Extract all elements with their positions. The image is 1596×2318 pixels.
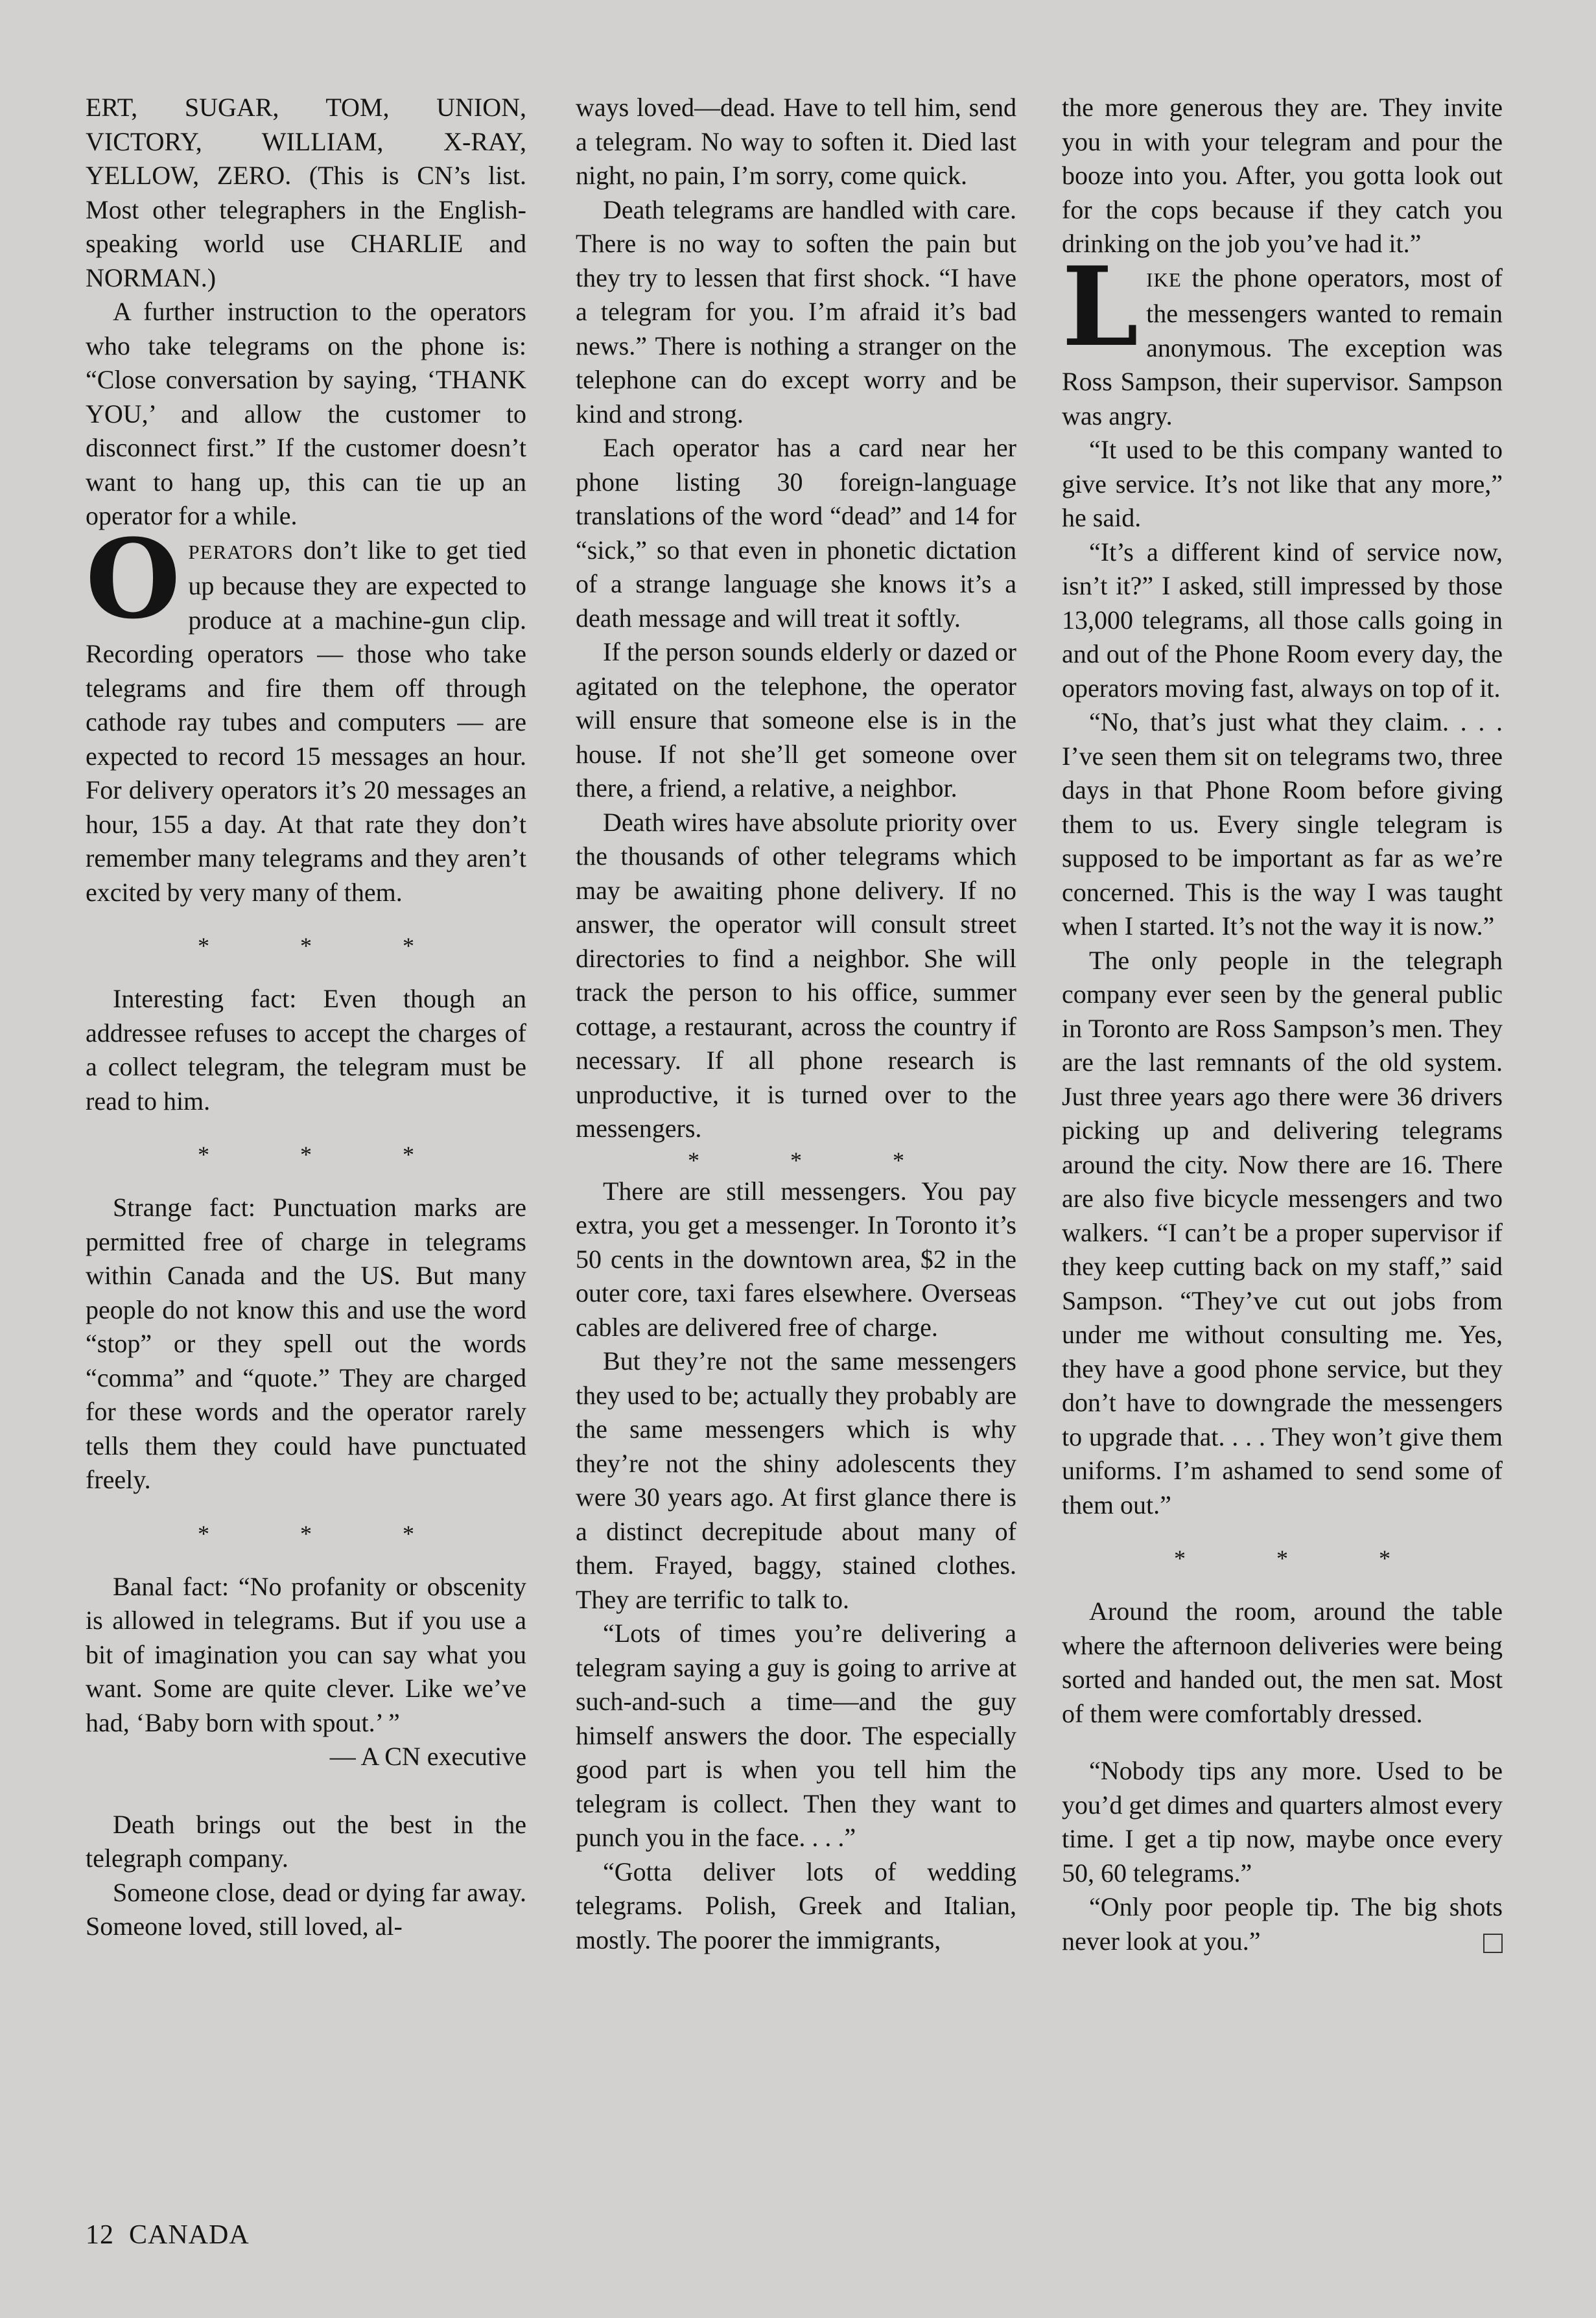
paragraph [86, 982, 526, 1118]
end-mark-icon [1483, 1934, 1503, 1953]
paragraph-text: Strange fact: Punctuation marks are permitted free of charge in telegrams within Canada and the US. But many people do not know this and use the word “stop” or they spell out the words “comma” and “quote.” They are charged for these words and the operator rarely tells them they could have punctuated freely. [86, 1193, 526, 1494]
asterisk: * [1276, 1545, 1288, 1571]
asterisk: * [300, 1141, 312, 1167]
asterisk: * [893, 1147, 904, 1173]
asterisk: * [1174, 1545, 1186, 1571]
paragraph-text: “It’s a different kind of service now, isn’t it?” I asked, still impressed by those 13,000 telegrams, all those calls going in and out of the Phone Room every day, the operators moving fast, always on top of it. [1062, 537, 1503, 703]
column-3 [1062, 91, 1503, 1958]
paragraph [86, 1876, 526, 1944]
section-break [1062, 1541, 1503, 1575]
paragraph [576, 1855, 1016, 1958]
paragraph [1062, 91, 1503, 261]
paragraph [1062, 705, 1503, 944]
section-break [86, 1138, 526, 1171]
column-2 [576, 91, 1016, 1957]
paragraph [1062, 944, 1503, 1523]
paragraph-dropcap [1062, 242, 1503, 434]
asterisk: * [403, 1520, 414, 1547]
paragraph-text: Banal fact: “No profanity or obscenity is allowed in telegrams. But if you use a bit of imagination you can say what you want. Some are quite clever. Like we’ve had, ‘Baby born with spout.’ ” [86, 1571, 526, 1737]
asterisk: * [403, 933, 414, 959]
asterisk: * [198, 933, 209, 959]
paragraph [576, 635, 1016, 806]
paragraph [576, 193, 1016, 432]
asterisk: * [300, 1520, 312, 1547]
paragraph-text: A further instruction to the operators who take telegrams on the phone is: “Close conversation by saying, ‘THANK YOU,’ and allow the customer to disconnect first.” If the customer doesn’t want to hang up, this can tie up an operator for a while. [86, 297, 526, 530]
paragraph-text: Death telegrams are handled with care. There is no way to soften the pain but they try to lessen that first shock. “I have a telegram for you. I’m afraid it’s bad news.” There is nothing a stranger on the telephone can do except worry and be kind and strong. [576, 194, 1016, 428]
paragraph [576, 1344, 1016, 1617]
paragraph-text: Someone close, dead or dying far away. Someone loved, still loved, al- [86, 1877, 526, 1941]
paragraph [576, 1175, 1016, 1345]
paragraph-text: “Gotta deliver lots of wedding telegrams. Polish, Greek and Italian, mostly. The poorer the immigrants, [576, 1856, 1016, 1954]
paragraph-dropcap [86, 514, 526, 910]
paragraph [576, 806, 1016, 1146]
paragraph [86, 91, 526, 295]
paragraph-text: “It used to be this company wanted to give service. It’s not like that any more,” he said. [1062, 435, 1503, 532]
asterisk: * [688, 1147, 699, 1173]
paragraph [1062, 1595, 1503, 1731]
paragraph-text: ERT, SUGAR, TOM, UNION, VICTORY, WILLIAM, X-RAY, YELLOW, ZERO. (This is CN’s list. Most other telegraphers in the English-speaking world use CHARLIE and NORMAN.) [86, 93, 526, 292]
paragraph [576, 1617, 1016, 1855]
paragraph-text: “Only poor people tip. The big shots never look at you.” [1062, 1892, 1503, 1956]
paragraph-text: Death wires have absolute priority over the thousands of other telegrams which may be awaiting phone delivery. If no answer, the operator will consult street directories to find a neighbor. She will track the person to his office, summer cottage, a restaurant, across the country if necessary. If all phone research is unproductive, it is turned over to the messengers. [576, 807, 1016, 1143]
asterisk: * [300, 933, 312, 959]
page-footer [86, 2219, 250, 2251]
paragraph [1062, 433, 1503, 535]
magazine-name: CANADA [129, 2220, 250, 2250]
column-1 [86, 91, 526, 1944]
paragraph [1062, 535, 1503, 706]
paragraph [86, 1570, 526, 1740]
paragraph-text: Around the room, around the table where the afternoon deliveries were being sorted and handed out, the men sat. Most of them were comfortably dressed. [1062, 1597, 1503, 1728]
page-number: 12 [86, 2220, 114, 2250]
paragraph-text: the more generous they are. They invite you in with your telegram and pour the booze into you. After, you gotta look out for the cops because if they catch you drinking on the job you’ve had it.” [1062, 93, 1503, 258]
paragraph [1062, 1754, 1503, 1890]
paragraph [576, 91, 1016, 193]
paragraph-text: The only people in the telegraph company ever seen by the general public in Toronto are Ross Sampson’s men. They are the last remnants of the old system. Just three years ago there were 36 drivers picking up and delivering telegrams around the city. Now there are 16. There are also five bicycle messengers and two walkers. “I can’t be a proper supervisor if they keep cutting back on my staff,” said Sampson. “They’ve cut out jobs from under me without consulting me. Yes, they have a good phone service, but they don’t have to downgrade the messengers to upgrade that. . . . They won’t give them uniforms. I’m ashamed to send some of them out.” [1062, 945, 1503, 1519]
paragraph [86, 1808, 526, 1876]
paragraph-text: There are still messengers. You pay extra, you get a messenger. In Toronto it’s 50 cents in the downtown area, $2 in the outer core, taxi fares elsewhere. Overseas cables are delivered free of charge. [576, 1176, 1016, 1342]
paragraph-text: “Nobody tips any more. Used to be you’d get dimes and quarters almost every time. I get a tip now, maybe once every 50, 60 telegrams.” [1062, 1756, 1503, 1888]
drop-cap: O [86, 514, 181, 643]
paragraph-text: Interesting fact: Even though an addressee refuses to accept the charges of a collect telegram, the telegram must be read to him. [86, 984, 526, 1116]
paragraph-text: “Lots of times you’re delivering a telegram saying a guy is going to arrive at such-and-such a time—and the guy himself answers the door. The especially good part is when you tell him the telegram is collect. Then they want to punch you in the face. . . .” [576, 1619, 1016, 1852]
paragraph-text: the phone operators, most of the messengers wanted to remain anonymous. The exception was Ross Sampson, their supervisor. Sampson was angry. [1062, 263, 1503, 430]
paragraph-text: If the person sounds elderly or dazed or agitated on the telephone, the operator will ensure that someone else is in the house. If not she’ll get someone over there, a friend, a relative, a neighbor. [576, 637, 1016, 802]
paragraph-text: ways loved—dead. Have to tell him, send a telegram. No way to soften it. Died last night, no pain, I’m sorry, come quick. [576, 93, 1016, 190]
small-caps-lead: PERATORS [188, 540, 294, 563]
paragraph-text: Each operator has a card near her phone listing 30 foreign-language translations of the word “dead” and 14 for “sick,” so that even in phonetic dictation of a strange language she knows it’s a death message and will treat it softly. [576, 433, 1016, 633]
asterisk: * [790, 1147, 802, 1173]
paragraph-text: But they’re not the same messengers they used to be; actually they probably are the same messengers which is why they’re not the shiny adolescents they were 30 years ago. At first glance there is a distinct decrepitude about many of them. Frayed, baggy, stained clothes. They are terrific to talk to. [576, 1346, 1016, 1614]
asterisk: * [198, 1141, 209, 1167]
attribution: — A CN executive [329, 1742, 526, 1771]
asterisk: * [403, 1141, 414, 1167]
section-break [86, 929, 526, 963]
asterisk: * [198, 1520, 209, 1547]
paragraph [576, 431, 1016, 635]
paragraph [86, 1191, 526, 1497]
asterisk: * [1379, 1545, 1391, 1571]
paragraph-text: don’t like to get tied up because they are expected to produce at a machine-gun clip. Recording operators — those who take telegrams and fire them off through cathode ray tubes and computers — are expected to record 15 messages an hour. For delivery operators it’s 20 messages an hour, 155 a day. At that rate they don’t remember many telegrams and they aren’t excited by very many of them. [86, 535, 526, 907]
paragraph [86, 295, 526, 533]
paragraph-text: Death brings out the best in the telegraph company. [86, 1809, 526, 1873]
small-caps-lead: IKE [1146, 268, 1182, 291]
paragraph-text: “No, that’s just what they claim. . . . I’ve seen them sit on telegrams two, three days in that Phone Room before giving them to us. Every single telegram is supposed to be important as far as we’re concerned. This is the way I was taught when I started. It’s not the way it is now.” [1062, 707, 1503, 941]
paragraph [1062, 1890, 1503, 1958]
drop-cap: L [1062, 242, 1139, 371]
section-break [86, 1517, 526, 1551]
section-break [576, 1146, 1016, 1175]
